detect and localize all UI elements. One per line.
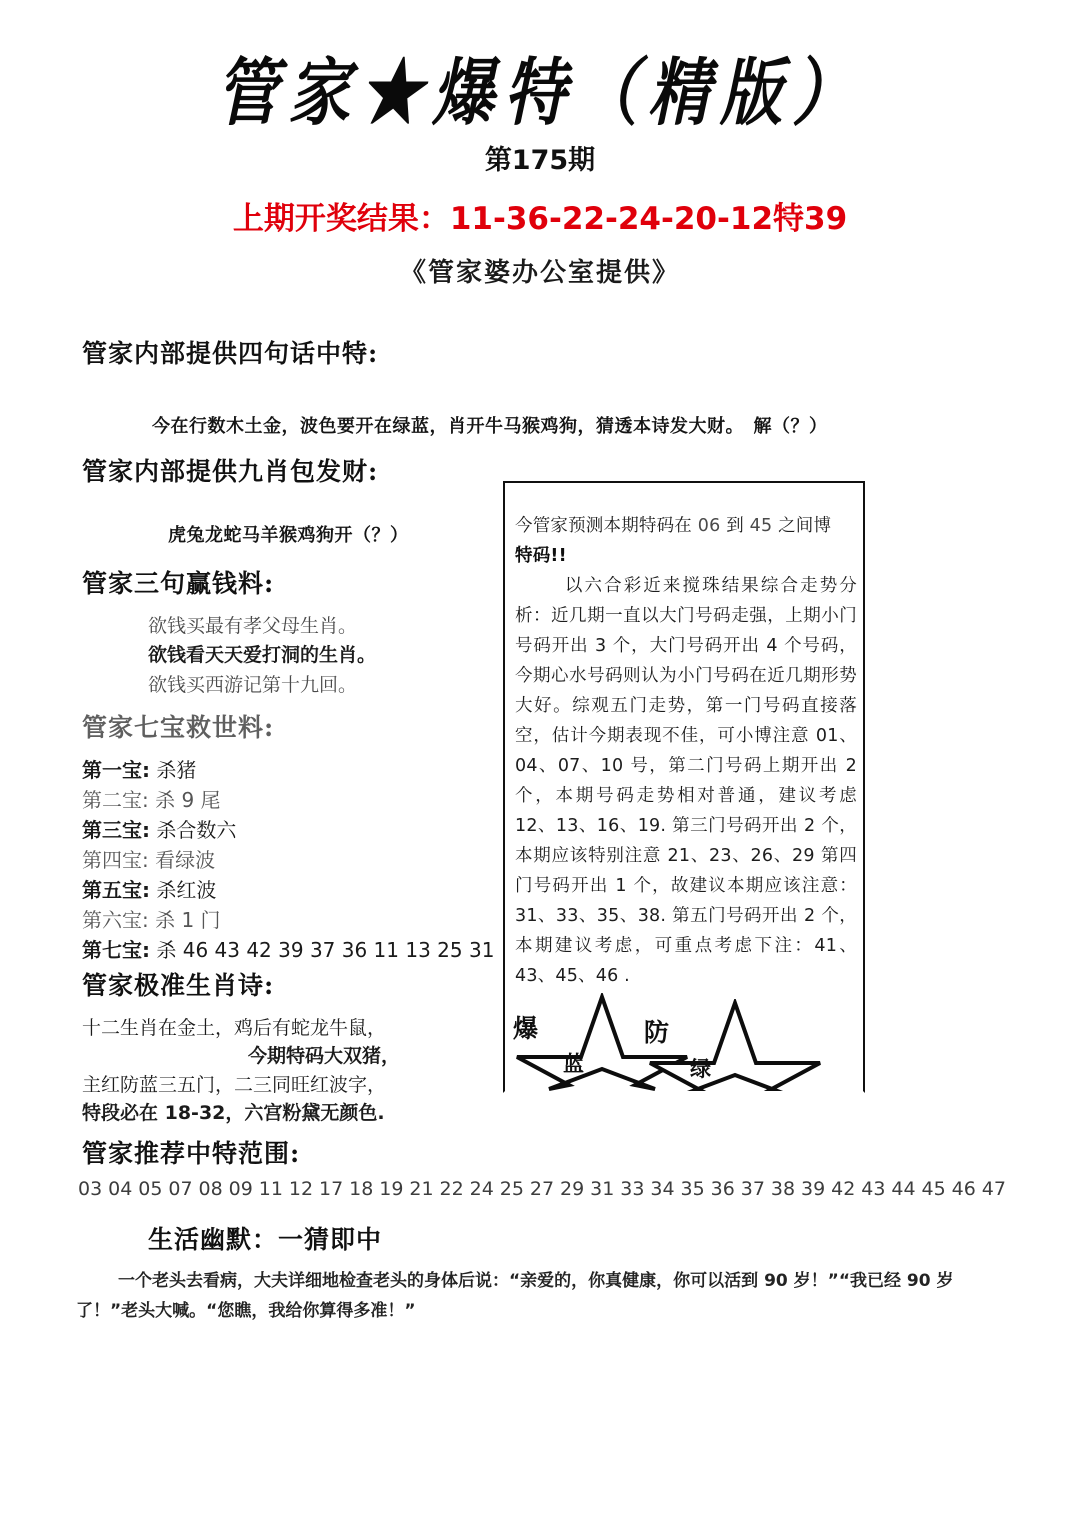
analysis-range-low: 06	[697, 516, 721, 536]
treasure-label-5: 第五宝:	[82, 878, 150, 902]
treasure-row-1	[82, 754, 196, 783]
heading-three-lines: 管家三句赢钱料:	[82, 569, 275, 598]
treasure-value-5: 杀红波	[156, 878, 217, 902]
recommended-number: 03	[78, 1178, 103, 1200]
recommended-number: 47	[981, 1178, 1006, 1200]
humor-body: 一个老头去看病，大夫详细地检查老头的身体后说：“亲爱的，你真健康，你可以活到 90 岁！”“我已经 90 岁了！”老头大喊。“您瞧，我给你算得多准！”	[76, 1271, 954, 1321]
heading-seven-treasures: 管家七宝救世料:	[82, 713, 275, 742]
recommended-number: 11	[258, 1178, 283, 1200]
recommended-number: 05	[138, 1178, 163, 1200]
analysis-line2: 特码!!	[515, 546, 567, 566]
star-graphics	[505, 981, 863, 1093]
recommended-number: 17	[319, 1178, 344, 1200]
treasure-row-6	[82, 904, 221, 933]
recommended-number: 34	[650, 1178, 675, 1200]
analysis-line1-mid: 到	[720, 516, 750, 536]
three-lines-item-3: 欲钱买西游记第十九回。	[148, 674, 358, 696]
heading-zodiac-poem: 管家极准生肖诗:	[82, 971, 275, 1000]
recommended-number: 46	[951, 1178, 976, 1200]
analysis-line1-prefix: 今管家预测本期特码在	[515, 516, 698, 536]
three-lines-item-1: 欲钱买最有孝父母生肖。	[148, 615, 358, 637]
star-inner-1: 蓝	[563, 1051, 584, 1076]
recommended-number: 08	[198, 1178, 223, 1200]
recommended-number: 18	[349, 1178, 374, 1200]
zodiac-poem-line-3: 主红防蓝三五门，二三同旺红波字，	[82, 1074, 387, 1096]
recommended-number: 38	[770, 1178, 796, 1200]
treasure-value-1: 杀猪	[156, 758, 197, 782]
treasure-label-7: 第七宝:	[82, 938, 150, 962]
analysis-text	[515, 511, 857, 991]
treasure-label-2: 第二宝:	[82, 788, 149, 812]
treasure-label-1: 第一宝:	[82, 758, 150, 782]
treasure-label-6: 第六宝:	[82, 908, 149, 932]
recommended-number: 31	[590, 1178, 615, 1200]
recommended-number: 04	[108, 1178, 133, 1200]
treasure-value-4: 看绿波	[155, 848, 216, 872]
recommended-number: 37	[740, 1178, 765, 1200]
recommended-number: 35	[680, 1178, 705, 1200]
treasure-value-3: 杀合数六	[156, 818, 237, 842]
recommended-number: 27	[529, 1178, 555, 1200]
star-prefix-2: 防	[644, 1018, 670, 1047]
humor-title: 生活幽默：一猜即中	[148, 1225, 383, 1254]
zodiac-poem-line-1: 十二生肖在金土，鸡后有蛇龙牛鼠，	[82, 1017, 387, 1039]
analysis-line1-suffix: 之间博	[772, 516, 832, 536]
treasure-value-7: 杀 46 43 42 39 37 36 11 13 25 31	[156, 938, 495, 962]
recommended-number: 29	[560, 1178, 585, 1200]
analysis-range-high: 45	[749, 516, 773, 536]
recommended-number: 12	[288, 1178, 314, 1200]
nine-zodiac-line: 虎兔龙蛇马羊猴鸡狗开（？）	[168, 525, 409, 546]
zodiac-poem-line-2: 今期特码大双猪，	[248, 1045, 401, 1067]
zodiac-poem-line-4: 特段必在 18-32，六宫粉黛无颜色.	[82, 1102, 385, 1124]
recommended-number: 24	[469, 1178, 494, 1200]
provider-credit: 《管家婆办公室提供》	[399, 258, 680, 288]
last-draw-result: 上期开奖结果：11-36-22-24-20-12特39	[232, 201, 848, 237]
treasure-row-7	[82, 934, 494, 963]
treasure-label-3: 第三宝:	[82, 818, 150, 842]
four-lines-poem: 今在行数木土金，波色要开在绿蓝，肖开牛马猴鸡狗，猜透本诗发大财。 解（？）	[152, 416, 828, 437]
recommended-number: 36	[710, 1178, 735, 1200]
recommended-number: 25	[499, 1178, 524, 1200]
analysis-paragraph: 以六合彩近来搅珠结果综合走势分析：近几期一直以大门号码走强，上期小门号码开出 3 个，大门号码开出 4 个号码，今期心水号码则认为小门号码在近几期形势大好。综观五门走势，第一门号码直接落空，估计今期表现不佳，可小博注意 01、04、07、10 号，第二门号码上期开出 2 个，本期号码走势相对普通，建议考虑 12、13、16、19. 第三门号码开出 2 个，本期应该特别注意 21、23、26、29 第四门号码开出 1 个，故建议本期应该注意：31、33、35、38. 第五门号码开出 2 个，本期建议考虑，可重点考虑下注：41、43、45、46 .	[515, 576, 857, 986]
heading-nine-zodiac: 管家内部提供九肖包发财:	[82, 457, 379, 486]
recommended-number: 45	[921, 1178, 946, 1200]
recommended-number: 44	[891, 1178, 916, 1200]
recommended-number: 07	[168, 1178, 193, 1200]
star-inner-2: 绿	[690, 1056, 711, 1081]
three-lines-item-2: 欲钱看天天爱打洞的生肖。	[148, 644, 377, 666]
recommended-number: 33	[620, 1178, 645, 1200]
heading-four-lines: 管家内部提供四句话中特:	[82, 339, 379, 368]
recommended-number: 22	[439, 1178, 464, 1200]
recommended-number: 42	[831, 1178, 856, 1200]
recommended-numbers	[78, 1178, 1006, 1200]
recommended-number: 39	[801, 1178, 826, 1200]
recommended-number: 19	[379, 1178, 404, 1200]
recommended-number: 43	[861, 1178, 886, 1200]
heading-recommend-range: 管家推荐中特范围:	[82, 1139, 301, 1168]
treasure-label-4: 第四宝:	[82, 848, 149, 872]
treasure-row-2	[82, 784, 221, 813]
treasure-row-4	[82, 844, 215, 873]
star-outline-2	[646, 999, 824, 1093]
star-prefix-1: 爆	[513, 1014, 539, 1043]
recommended-number: 09	[228, 1178, 253, 1200]
treasure-row-3	[82, 814, 236, 843]
treasure-row-5	[82, 874, 216, 903]
treasure-value-6: 杀 1 门	[155, 908, 221, 932]
analysis-box	[503, 481, 865, 1093]
page-title: 管家★爆特（精版）	[215, 49, 864, 136]
issue-number: 第175期	[484, 145, 596, 176]
treasure-value-2: 杀 9 尾	[155, 788, 221, 812]
recommended-number: 21	[409, 1178, 434, 1200]
